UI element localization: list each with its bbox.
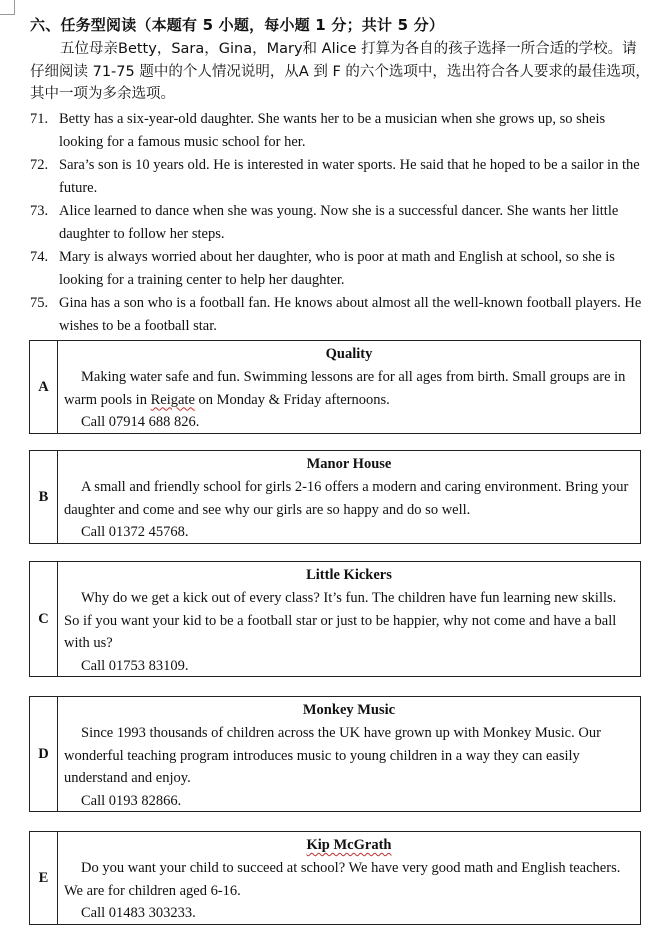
spellcheck-marked-title: Kip McGrath <box>306 837 392 853</box>
option-phone: Call 01483 303233. <box>81 905 196 922</box>
section-intro <box>30 38 650 106</box>
option-letter: C <box>30 562 58 676</box>
option-title: Manor House <box>306 456 392 472</box>
option-description: Why do we get a kick out of every class? It’s fun. The children have fun learning new skills. So if you want your kid to be a football star or just to be happier, why not come and have a ball with us? <box>64 589 617 652</box>
option-title: Quality <box>325 346 373 362</box>
option-text: Making water safe and fun. Swimming lessons are for all ages from birth. Small groups are in warm pools in <box>64 368 626 408</box>
option-phone: Call 07914 688 826. <box>81 414 200 431</box>
option-letter: A <box>30 341 58 433</box>
question-72 <box>30 154 650 199</box>
option-title <box>64 834 634 857</box>
question-number: 74. <box>30 249 49 265</box>
option-text-end: on Monday & Friday afternoons. <box>194 391 390 408</box>
option-box-b <box>29 450 641 544</box>
intro-text: 五位母亲Betty，Sara，Gina，Mary和 Alice 打算为各自的孩子选择一所合适的学校。请仔细阅读 71-75 题中的个人情况说明，从A 到 F 的六个选项中，选出符合各人要求的最佳选项，其中一项为多余选项。 <box>30 41 650 102</box>
question-text: Mary is always worried about her daughter, who is poor at math and English at school, so she is looking for a training center to help her daughter. <box>59 249 615 288</box>
option-description: A small and friendly school for girls 2-16 offers a modern and caring environment. Bring your daughter and come and see why our girls are so happy and do so well. <box>64 478 629 518</box>
option-phone: Call 0193 82866. <box>81 793 182 810</box>
option-body <box>58 562 640 676</box>
page-corner-mark <box>0 0 15 15</box>
question-73 <box>30 200 650 245</box>
question-text: Betty has a six-year-old daughter. She wants her to be a musician when she grows up, so sheis looking for a famous music school for her. <box>59 111 606 150</box>
option-box-d <box>29 696 641 812</box>
option-box-e <box>29 831 641 925</box>
question-number: 75. <box>30 295 49 311</box>
question-74 <box>30 246 650 291</box>
option-phone: Call 01372 45768. <box>81 524 189 541</box>
option-title: Little Kickers <box>306 567 392 583</box>
option-letter: D <box>30 697 58 811</box>
option-letter: B <box>30 451 58 543</box>
question-75 <box>30 292 650 337</box>
question-text: Sara’s son is 10 years old. He is interested in water sports. He said that he hoped to be a sailor in the future. <box>59 157 640 196</box>
option-phone: Call 01753 83109. <box>81 658 189 675</box>
question-text: Gina has a son who is a football fan. He knows about almost all the well-known football players. He wishes to be a football star. <box>59 295 642 334</box>
option-body <box>58 697 640 811</box>
option-description: Do you want your child to succeed at school? We have very good math and English teachers. We are for children aged 6-16. <box>64 859 621 899</box>
question-71 <box>30 108 650 153</box>
option-box-a <box>29 340 641 434</box>
question-text: Alice learned to dance when she was young. Now she is a successful dancer. She wants her little daughter to follow her steps. <box>59 203 619 242</box>
question-number: 73. <box>30 203 49 219</box>
option-body <box>58 451 640 543</box>
option-body <box>58 832 640 924</box>
option-description: Since 1993 thousands of children across the UK have grown up with Monkey Music. Our wonderful teaching program introduces music to young children in a way they can easily understand and enjoy. <box>64 724 601 787</box>
option-description <box>64 366 634 412</box>
spellcheck-marked-word: Reigate <box>150 391 195 408</box>
question-list <box>30 108 650 338</box>
section-title: 六、任务型阅读（本题有 5 小题，每小题 1 分；共计 5 分） <box>30 16 445 34</box>
option-box-c <box>29 561 641 677</box>
question-number: 71. <box>30 111 49 127</box>
question-number: 72. <box>30 157 49 173</box>
option-body <box>58 341 640 433</box>
option-title: Monkey Music <box>302 702 396 718</box>
option-letter: E <box>30 832 58 924</box>
